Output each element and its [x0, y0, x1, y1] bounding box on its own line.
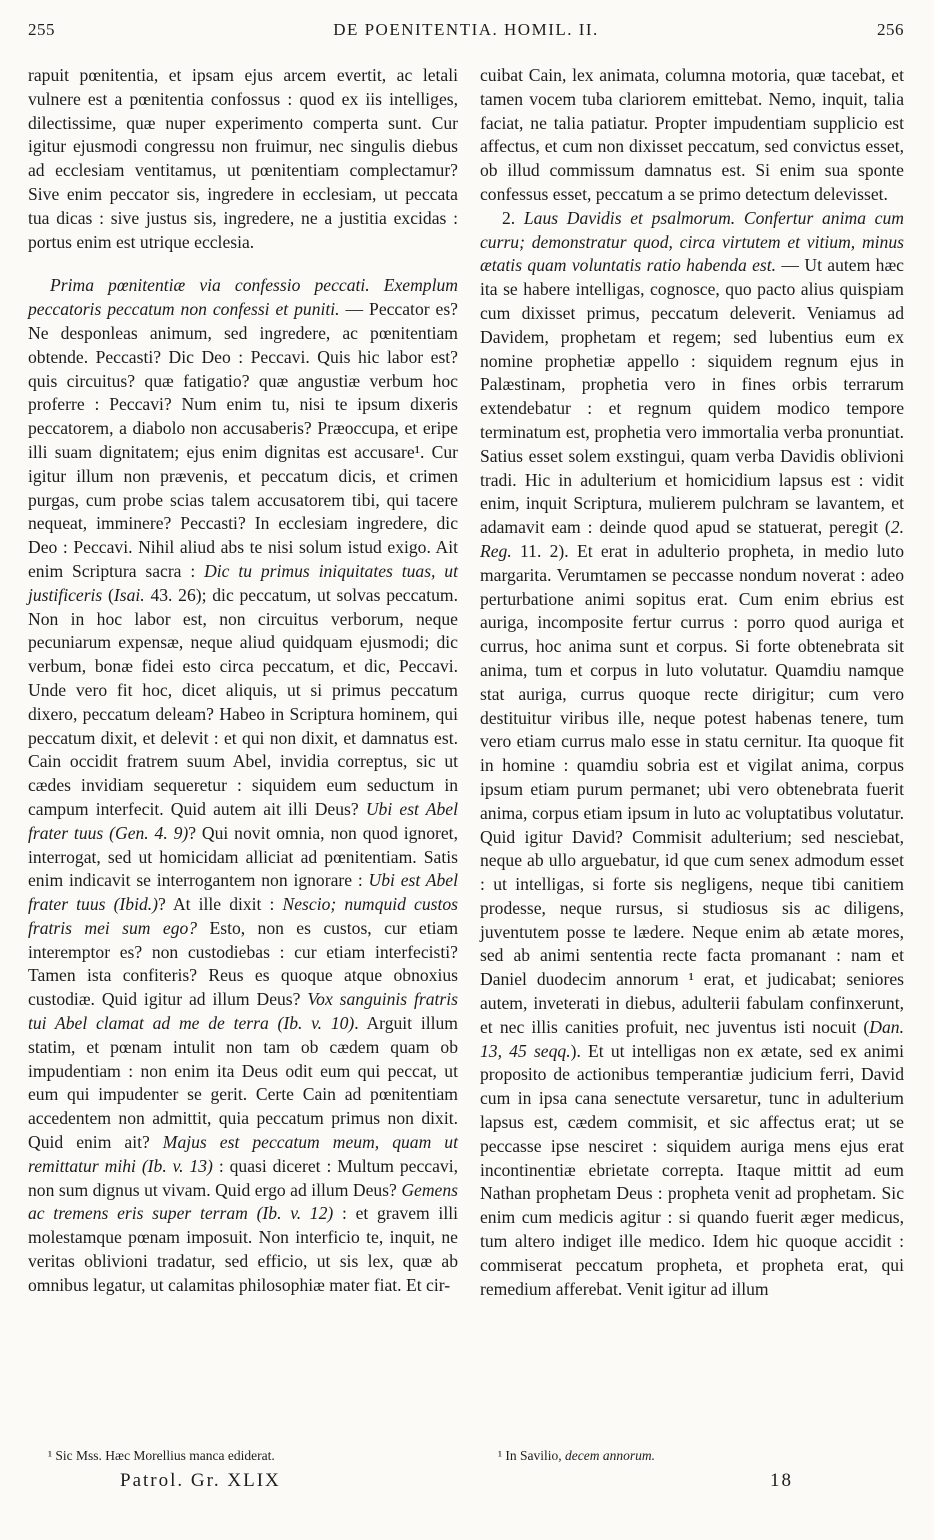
- signature-mark: Patrol. Gr. XLIX: [120, 1470, 281, 1491]
- citation: (Gen. 4. 9): [109, 822, 189, 843]
- right-page-number: 256: [877, 20, 904, 39]
- footnote-left: ¹ Sic Mss. Hæc Morellius manca ediderat.: [48, 1448, 275, 1463]
- citation: 2. Reg.: [480, 517, 904, 561]
- right-column: [480, 64, 904, 1301]
- text-run: — Ut autem hæc ita se habere intelligas, cognosce, quo pacto alius quispiam cum dixisset primus, peccatum deleverit. Veniamus ad Davidem, prophetam et regem; sed lubentius eum ex nomine prophetiæ appello : siquidem regnum ejus in Palæstinam, prophetia vero in fines orbis terrarum extendebatur : et regnum quidem modico tempore terminatum est, prophetia vero immortalia verba pronuntiat. Satius esset solem exstingui, quam verba Davidis oblivioni tradi. Hic in adulterium et homicidium lapsus est : vidit enim, inquit Scriptura, mulierem pulchram se lavantem, et adamavit eam : deinde quod apud se statuerat, peregit (: [480, 255, 904, 538]
- scripture-quote: Vox sanguinis fratris tui Abel clamat ad me de terra: [28, 989, 459, 1034]
- text-run: ? Qui novit omnia, non quod ignoret, interrogat, sed ut homicidam alliciat ad pœnitentiam. Satis enim indicavit se interrogantem non ignorare :: [28, 822, 458, 891]
- text-run: : quasi diceret : Multum peccavi, non sum dignus ut vivam. Quid ergo ad illum Deus?: [28, 1155, 458, 1200]
- text-run: . Arguit illum statim, et pœnam intulit non tam ob cædem quam ob impudentiam : non enim ita Deus odit eum qui peccat, ut eum qui impudenter se gerit. Certe Cain ad pœnitentiam accedentem non admittit, quia peccatum primus non dixit. Quid enim ait?: [28, 1013, 458, 1153]
- scripture-quote: Dic tu primus iniquitates tuas, ut justificeris: [28, 560, 458, 605]
- citation: (Ib. v. 10): [277, 1013, 355, 1034]
- text-run: Esto, non es custos, cur etiam interemptor es? non custodiebas : cur etiam interfecisti? Tamen ista confiteris? Reus es quoque atque obnoxius custodiæ. Quid igitur ad illum Deus?: [28, 917, 458, 1010]
- section-title: Laus Davidis et psalmorum. Confertur anima cum curru; demonstratur quod, circa virtutem et vitium, minus ætatis quam voluntatis ratio habenda est.: [480, 207, 904, 276]
- text-run: 43. 26); dic peccatum, ut solvas peccatum. Non in hoc labor est, non circuitus verborum, neque pecuniarum expensæ, neque aliud quidquam ejusmodi; dic verbum, bonæ fidei esto circa peccatum, et dic, Peccavi. Unde vero fit hoc, dicet aliquis, ut si primus peccatum dixero, peccatum deleam? Habeo in Scriptura hominem, qui peccatum dixit, et delevit : et qui non dixit, et damnatus est. Cain occidit fratrem suum Abel, invidia correptus, sic ut cædes invidiam sequeretur : siquidem eum seductum in campum interfecit. Quid autem ait illi Deus?: [28, 584, 458, 819]
- citation: (Ib. v. 12): [256, 1203, 334, 1224]
- text-run: — Peccator es? Ne desponleas animum, sed ingredere, ac pœnitentiam obtende. Peccasti? Dic Deo : Peccavi. Quis hic labor est? quis circuitus? quæ fatigatio? quæ angustiæ verbum hoc proferre : Peccavi? Num enim tu, nisi te ipsum dixeris peccatorem, a diabolo non accusaberis? Præoccupa, et eripe illi suam dignitatem; ejus enim dignitas est accusare¹. Cur igitur illum non prævenis, et peccatum dicis, et crimen purgas, cum probe scias talem accusatorem tibi, qui tacere nequeat, imminere? Peccasti? In ecclesiam ingredere, dic Deo : Peccavi. Nihil aliud abs te nisi solum istud exigo. Ait enim Scriptura sacra :: [28, 299, 458, 581]
- left-page-number: 255: [28, 20, 55, 39]
- scripture-quote: Majus est peccatum meum, quam ut remittatur mihi: [28, 1132, 458, 1176]
- gathering-number: 18: [770, 1470, 793, 1491]
- text-run: : et gravem illi molestamque pœnam imposuit. Non interficio te, inquit, ne veritas oblivioni tradatur, sed efficio, ut sis lex, quæ ab omnibus legatur, ut calamitas philosophiæ mater fiat. Et cir-: [28, 1203, 458, 1295]
- right-paragraph-2: [480, 207, 904, 1302]
- right-paragraph-1: cuibat Cain, lex animata, columna motoria, quæ tacebat, et tamen vocem tuba clariorem emittebat. Nemo, inquit, talia faciat, ne talia patiatur. Propter impudentiam supplicio est affectus, et cum non dixisset peccatum, sed convictus esset, ob illud commissum damnatus est. Si enim sua sponte confessus esset, peccatum a se primo detectum delevisset.: [480, 65, 904, 204]
- citation: Dan. 13, 45 seqq.: [480, 1016, 904, 1061]
- section-number: 2.: [502, 207, 524, 228]
- page-header: [28, 20, 904, 44]
- text-run: ). Et ut intelligas non ex ætate, sed ex animi proposito de actionibus temperantiæ judicium ferri, David cum in ipsa cana senectute versaretur, tunc in adulterium lapsus est, cædem commisit, et sic affectus erat; ut se peccasse ipse nesciret : siquidem auriga mens ejus erat incontinentiæ ebrietate correpta. Itaque mittit ad eum Nathan prophetam Deus : propheta venit ad prophetam. Sic enim cum medicis agitur : si quando fuerit æger medicus, tum altero indiget ille medico. Idem hic quoque accidit : commiserat peccatum propheta, et propheta erat, qui remedium afferebat. Venit igitur ad illum: [480, 1040, 905, 1299]
- section-title: Prima pœnitentiæ via confessio peccati. Exemplum peccatoris peccatum non confessi et puniti.: [28, 275, 458, 320]
- left-paragraph-1: rapuit pœnitentia, et ipsam ejus arcem evertit, ac letali vulnere est a pœnitentia confossus : quod ex iis intelliges, dilectissime, quæ nuper experimento comperta sunt. Cur igitur ejusmodi congressu non fruimur, nec singulis diebus ad ecclesiam ventitamus, ut pœnitentiam complectamur? Sive enim peccator sis, ingredere in ecclesiam, ut peccata tua dicas : sive justus sis, ingredere, ne a justitia excidas : portus enim est utrique ecclesia.: [28, 65, 458, 252]
- footnote-italic: decem annorum.: [565, 1448, 656, 1463]
- citation: (Ib. v. 13): [141, 1155, 213, 1176]
- left-column: [28, 64, 458, 1298]
- text-run: ? At ille dixit :: [158, 894, 283, 915]
- text-run: (: [102, 584, 114, 605]
- citation: Isai.: [113, 584, 145, 605]
- scripture-quote: Nescio; numquid custos fratris mei sum ego?: [28, 894, 458, 938]
- running-title: DE POENITENTIA. HOMIL. II.: [333, 20, 599, 39]
- scripture-quote: Ubi est Abel frater tuus: [28, 798, 459, 843]
- text-run: 11. 2). Et erat in adulterio propheta, in medio luto margarita. Verumtamen se peccasse nondum noverat : adeo perturbatione animi sopitus erat. Cum enim ebrius est auriga, incomposite fertur currus : porro quod auriga et currus, hoc anima sunt et corpus. Si forte obtenebrata sit anima, tum et corpus in luto volutatur. Quamdiu namque stat auriga, currus quoque recte dirigitur; cum vero destituitur viribus ille, neque potest habenas tenere, tum vero etiam currus malo esse in statu cernitur. Ita quoque fit in homine : quamdiu sobria est et vigilat anima, corpus ipsum etiam purum permanet; ubi vero obtenebrata fuerit anima, corpus etiam ipsum in luto ac voluptatibus volutatur. Quid igitur David? Commisit adulterium; sed nesciebat, neque ab ullo arguebatur, id que cum senex admodum esset : ut intelligas, si forte sis negligens, neque tibi canitiem prodesse, neque rursus, si studiosus sis ac diligens, juventutem posse te lædere. Neque enim ab ætate mores, sed ab animi sententia recte facta promanant : nam et Daniel duodecim annorum ¹ erat, et judicabat; seniores autem, inveterati in diebus, adulterii fabulam confinxerunt, et nec illis canities profuit, nec juventus isti nocuit (: [480, 540, 904, 1037]
- footnote-text: ¹ In Savilio,: [498, 1448, 566, 1463]
- left-paragraph-2: [28, 274, 458, 1297]
- scripture-quote: Ubi est Abel frater tuus (Ibid.): [28, 870, 458, 915]
- footnote-right: [498, 1448, 655, 1464]
- scripture-quote: Gemens ac tremens eris super terram: [28, 1179, 458, 1224]
